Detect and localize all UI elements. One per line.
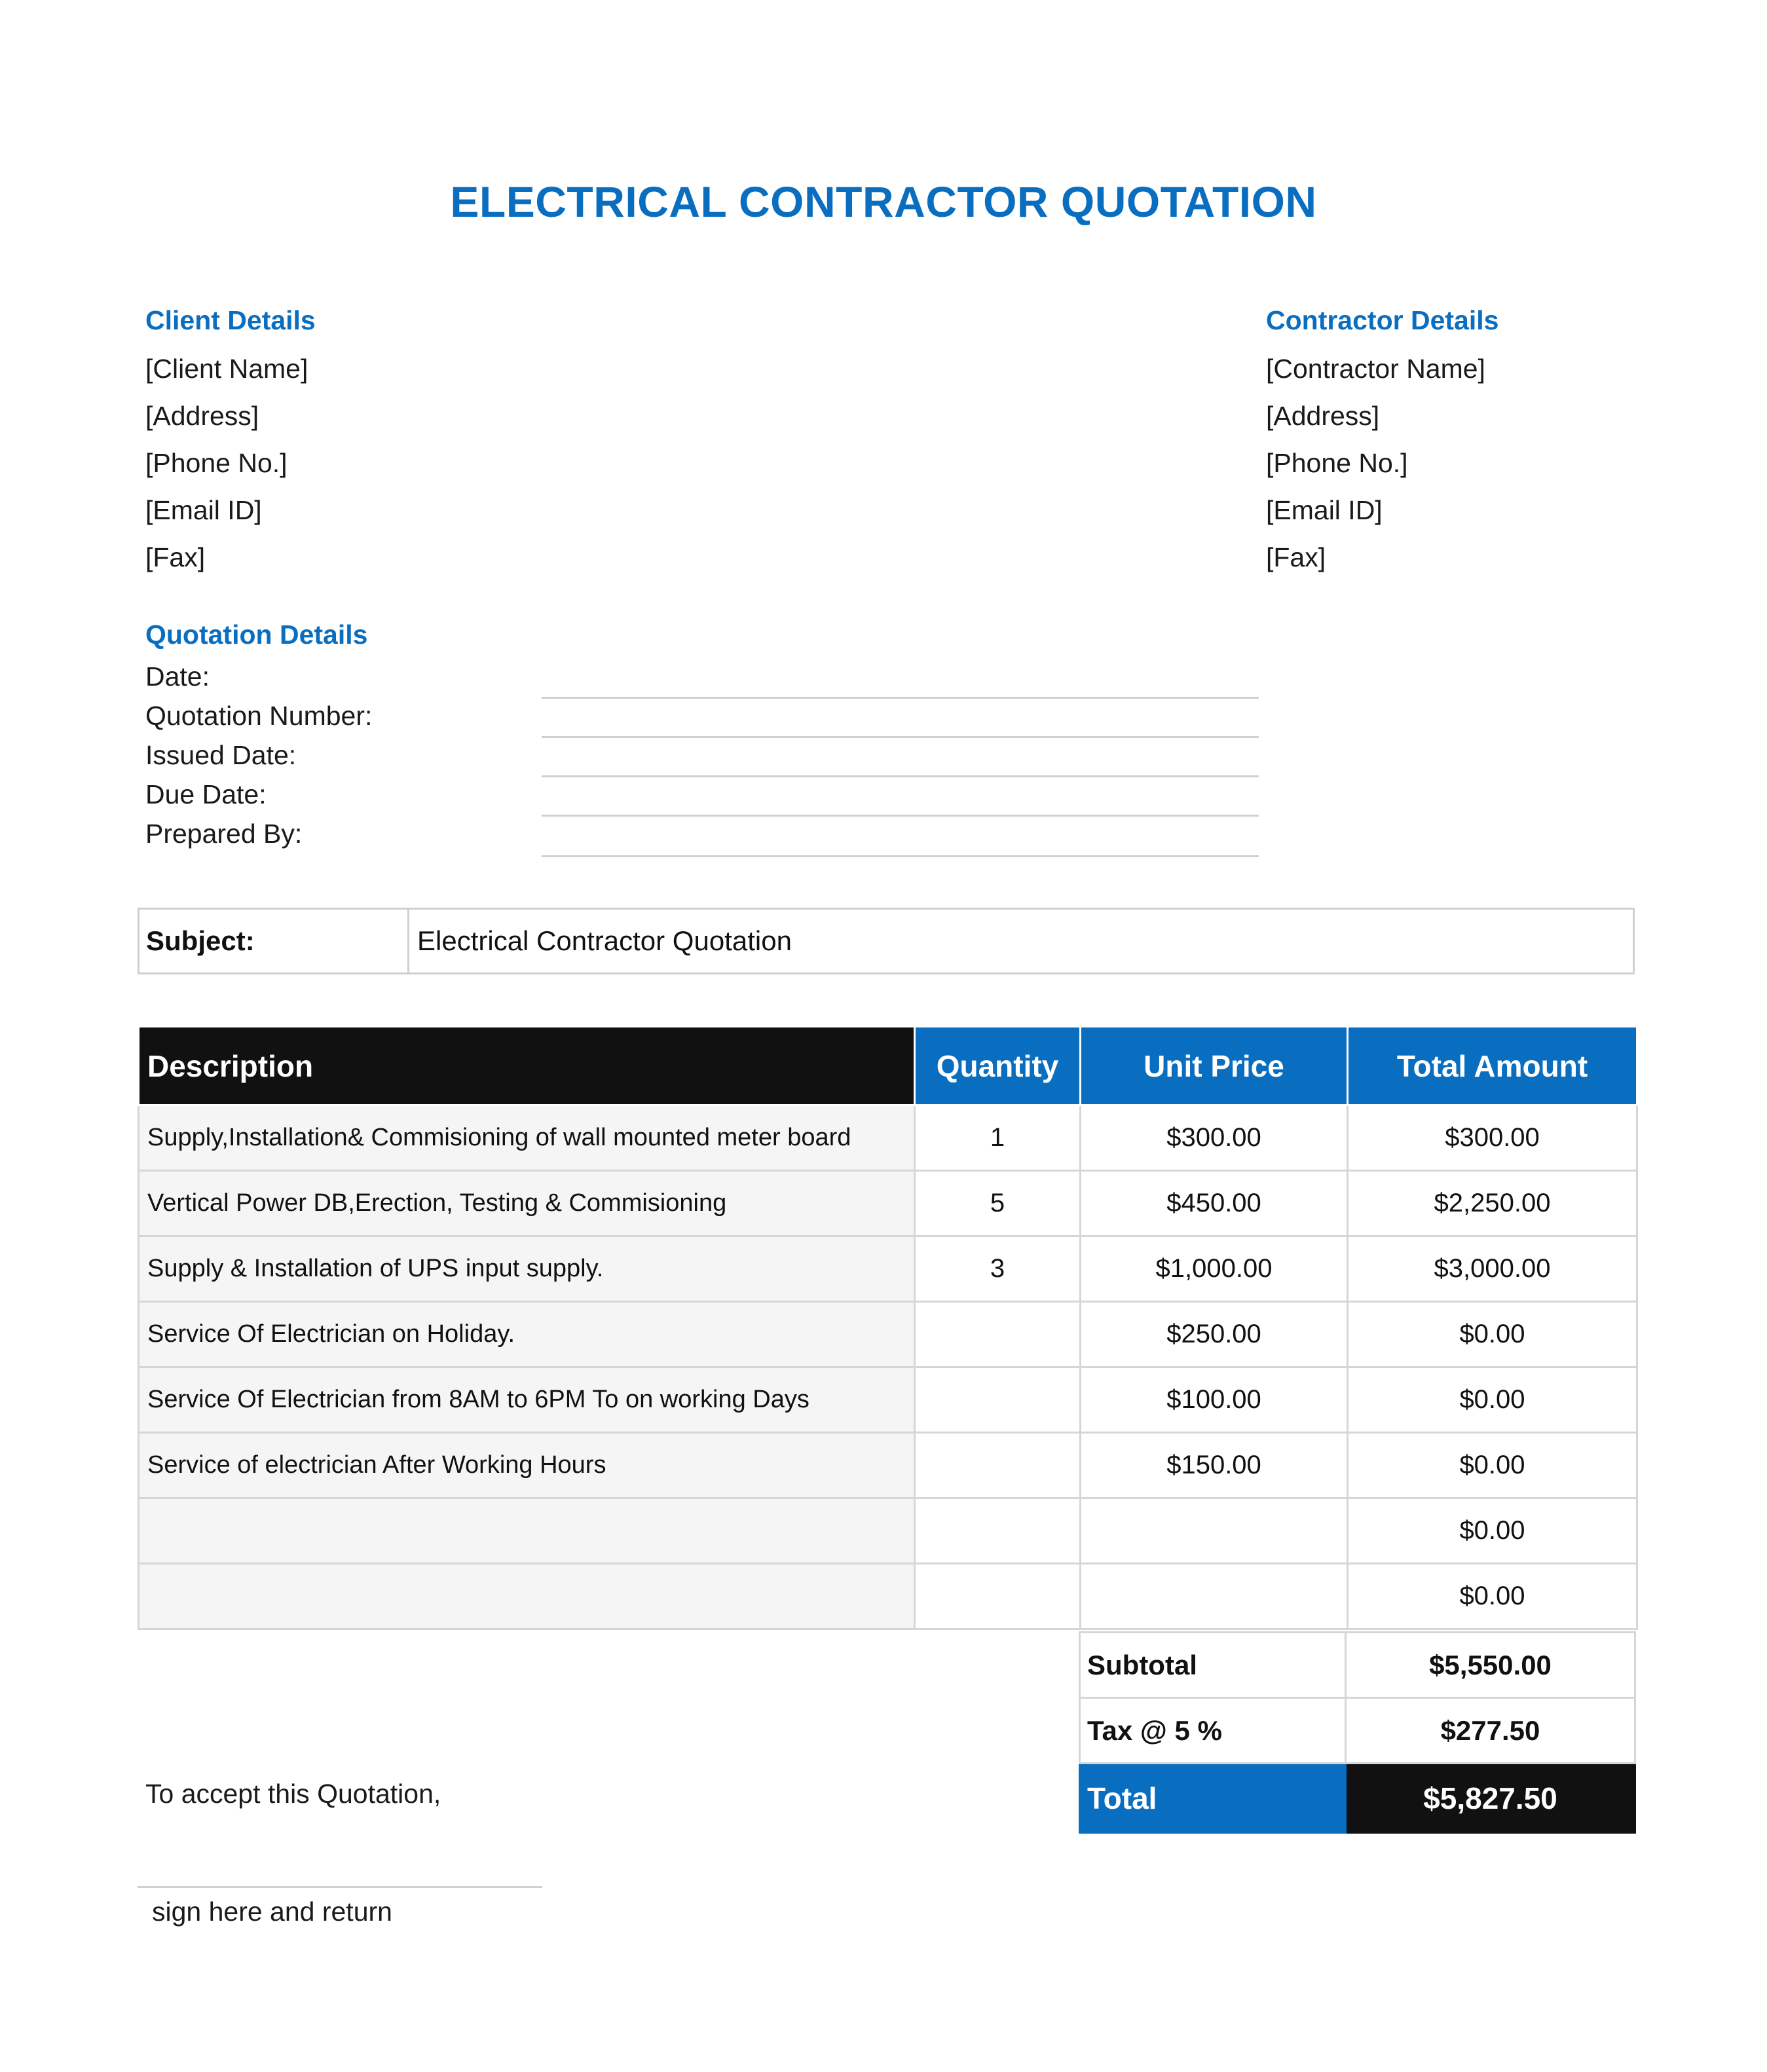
- row-quantity[interactable]: [915, 1302, 1081, 1367]
- row-total-amount: $0.00: [1348, 1564, 1637, 1629]
- tax-row: [1080, 1698, 1635, 1764]
- row-quantity[interactable]: 5: [915, 1171, 1081, 1236]
- row-quantity[interactable]: 1: [915, 1105, 1081, 1171]
- table-row: [139, 1367, 1637, 1433]
- totals-table: [1079, 1631, 1636, 1834]
- quotation-number-field[interactable]: [542, 736, 1259, 738]
- prepared-by-field[interactable]: [542, 855, 1259, 857]
- issued-date-field[interactable]: [542, 775, 1259, 777]
- date-label: Date:: [145, 661, 210, 692]
- row-quantity[interactable]: [915, 1433, 1081, 1498]
- subject-label: Subject:: [140, 910, 409, 972]
- row-unit-price[interactable]: $1,000.00: [1081, 1236, 1348, 1302]
- row-description[interactable]: [139, 1498, 915, 1564]
- total-row: [1080, 1764, 1635, 1833]
- subject-box: [138, 908, 1635, 974]
- subject-value[interactable]: Electrical Contractor Quotation: [417, 925, 792, 956]
- row-description[interactable]: Service Of Electrician from 8AM to 6PM To on working Days: [139, 1367, 915, 1433]
- client-name: [Client Name]: [145, 354, 308, 384]
- row-unit-price[interactable]: $300.00: [1081, 1105, 1348, 1171]
- client-phone: [Phone No.]: [145, 448, 288, 478]
- contractor-fax: [Fax]: [1266, 542, 1326, 572]
- row-total-amount: $0.00: [1348, 1433, 1637, 1498]
- table-row: [139, 1498, 1637, 1564]
- row-unit-price[interactable]: [1081, 1564, 1348, 1629]
- header-description: Description: [139, 1027, 915, 1105]
- total-value: $5,827.50: [1346, 1764, 1635, 1833]
- row-total-amount: $0.00: [1348, 1302, 1637, 1367]
- row-quantity[interactable]: 3: [915, 1236, 1081, 1302]
- due-date-label: Due Date:: [145, 779, 267, 809]
- items-table: [138, 1026, 1638, 1630]
- table-row: [139, 1433, 1637, 1498]
- row-quantity[interactable]: [915, 1498, 1081, 1564]
- subtotal-label: Subtotal: [1080, 1633, 1346, 1698]
- subtotal-value: $5,550.00: [1346, 1633, 1635, 1698]
- due-date-field[interactable]: [542, 815, 1259, 817]
- accept-text: To accept this Quotation,: [145, 1779, 441, 1809]
- row-description[interactable]: Vertical Power DB,Erection, Testing & Commisioning: [139, 1171, 915, 1236]
- header-total-amount: Total Amount: [1348, 1027, 1637, 1105]
- table-row: [139, 1302, 1637, 1367]
- tax-value: $277.50: [1346, 1698, 1635, 1764]
- row-quantity[interactable]: [915, 1564, 1081, 1629]
- quotation-number-label: Quotation Number:: [145, 701, 373, 731]
- table-row: [139, 1236, 1637, 1302]
- row-unit-price[interactable]: $250.00: [1081, 1302, 1348, 1367]
- sign-instruction: sign here and return: [152, 1896, 392, 1927]
- row-total-amount: $0.00: [1348, 1498, 1637, 1564]
- row-unit-price[interactable]: [1081, 1498, 1348, 1564]
- row-total-amount: $0.00: [1348, 1367, 1637, 1433]
- contractor-email: [Email ID]: [1266, 495, 1383, 525]
- contractor-details-heading: Contractor Details: [1266, 305, 1499, 335]
- row-unit-price[interactable]: $450.00: [1081, 1171, 1348, 1236]
- row-unit-price[interactable]: $100.00: [1081, 1367, 1348, 1433]
- row-description[interactable]: [139, 1564, 915, 1629]
- contractor-phone: [Phone No.]: [1266, 448, 1408, 478]
- signature-line[interactable]: [138, 1886, 542, 1888]
- contractor-address: [Address]: [1266, 401, 1380, 431]
- row-unit-price[interactable]: $150.00: [1081, 1433, 1348, 1498]
- table-row: [139, 1171, 1637, 1236]
- row-description[interactable]: Supply,Installation& Commisioning of wall mounted meter board: [139, 1105, 915, 1171]
- row-total-amount: $2,250.00: [1348, 1171, 1637, 1236]
- tax-label: Tax @ 5 %: [1080, 1698, 1346, 1764]
- table-row: [139, 1564, 1637, 1629]
- quotation-details-heading: Quotation Details: [145, 620, 368, 650]
- row-description[interactable]: Service of electrician After Working Hours: [139, 1433, 915, 1498]
- header-unit-price: Unit Price: [1081, 1027, 1348, 1105]
- row-quantity[interactable]: [915, 1367, 1081, 1433]
- document-title: ELECTRICAL CONTRACTOR QUOTATION: [450, 177, 1317, 226]
- prepared-by-label: Prepared By:: [145, 819, 303, 849]
- row-description[interactable]: Supply & Installation of UPS input supply.: [139, 1236, 915, 1302]
- client-details-heading: Client Details: [145, 305, 316, 335]
- subtotal-row: [1080, 1633, 1635, 1698]
- row-description[interactable]: Service Of Electrician on Holiday.: [139, 1302, 915, 1367]
- row-total-amount: $3,000.00: [1348, 1236, 1637, 1302]
- date-field[interactable]: [542, 697, 1259, 699]
- header-quantity: Quantity: [915, 1027, 1081, 1105]
- client-fax: [Fax]: [145, 542, 206, 572]
- total-label: Total: [1080, 1764, 1346, 1833]
- issued-date-label: Issued Date:: [145, 740, 297, 770]
- table-row: [139, 1105, 1637, 1171]
- contractor-name: [Contractor Name]: [1266, 354, 1485, 384]
- row-total-amount: $300.00: [1348, 1105, 1637, 1171]
- client-address: [Address]: [145, 401, 259, 431]
- client-email: [Email ID]: [145, 495, 262, 525]
- table-header-row: [139, 1027, 1637, 1105]
